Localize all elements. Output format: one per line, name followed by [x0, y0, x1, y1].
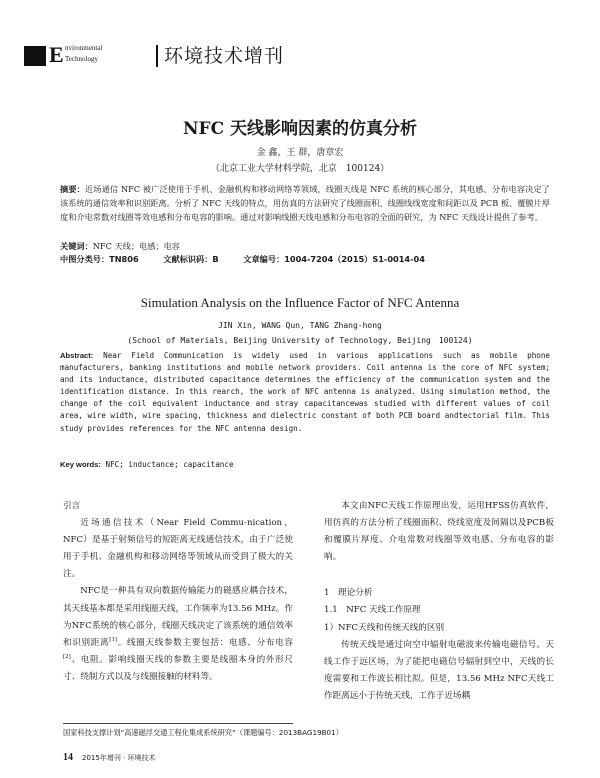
footnote-rule [63, 723, 293, 724]
right-paragraph-1: 本文由NFC天线工作原理出发，运用HFSS仿真软件，用仿真的方法分析了线圈面积、绕线宽度及间隔以及PCB板和覆膜片厚度、介电常数对线圈等效电感、分布电容的影响。 [324, 501, 554, 563]
document-code: 文献标识码：B [163, 254, 219, 264]
affiliation-en: (School of Materials, Beijing University of Technology, Beijing 100124) [127, 336, 473, 345]
section-1-heading: 1 理论分析 [324, 588, 373, 599]
keywords-cn-label: 关键词： [60, 241, 93, 251]
intro-heading: 引言 [63, 501, 81, 511]
keywords-cn [60, 239, 550, 253]
affiliation-cn: （北京工业大学材料学院，北京 100124） [210, 164, 390, 174]
body-column-left [63, 498, 293, 686]
journal-logo-block [24, 46, 46, 66]
intro-p2-part-b: 。线圈天线参数主要包括：电感、分布电容 [117, 637, 293, 648]
header-divider [156, 45, 158, 67]
intro-p2-part-a: NFC是一种具有双向数据传输能力的磁感应耦合技术，其天线基本都是采用线圈天线，工作频率为13.56 MHz。作为NFC系统的核心部分，线圈天线决定了该系统的通信效率和识别距离 [63, 586, 293, 648]
intro-p2-part-c: 、电阻。影响线圈天线的参数主要是线圈本身的外形尺寸、绕制方式以及与线圈接触的材料等。 [63, 654, 293, 682]
abstract-en-label: Abstract: [60, 351, 94, 360]
intro-paragraph-1: 近场通信技术（Near Field Commu-nication，NFC）是基于射频信号的短距离无线通信技术，由于广泛使用于手机、金融机构和移动网络等领域从而受到了极大的关注。 [63, 518, 293, 580]
paper-title-cn: NFC 天线影响因素的仿真分析 [182, 119, 418, 139]
abstract-en-text: Near Field Communication is widely used in various applications such as mobile phone manufacturers, banking institutions and mobile network providers. Coil antenna is the core of NFC system; and its inductance, distributed capacitance determines the efficiency of the communication system and the identification distance. In this rearch, the work of NFC antenna is analyzed. Using simulation method, the change of the coil equivalent inductance and stray capacitancewas studied with different values of coil area, wire width, wire spacing, thickness and dielectric constant of both PCB board andtectorial film. This study provides references for the NFC antenna design. [60, 351, 550, 433]
journal-logo-line2: Technology [65, 55, 98, 63]
citation-2: [2] [63, 653, 71, 660]
authors-en: JIN Xin, WANG Qun, TANG Zhang-hong [218, 321, 382, 330]
keywords-en-text: NFC; inductance; capacitance [105, 460, 234, 469]
intro-paragraph-2 [63, 583, 293, 686]
page-number: 14 [63, 752, 73, 763]
abstract-cn [60, 182, 550, 224]
section-1-1-heading: 1.1 NFC 天线工作原理 [324, 605, 421, 616]
journal-logo-line1: nvironmental [65, 44, 103, 52]
article-number: 文章编号：1004-7204（2015）S1-0014-04 [243, 254, 425, 264]
authors-cn: 金 鑫，王 群，唐章宏 [256, 148, 344, 158]
journal-title: 环境技术增刊 [164, 45, 285, 67]
right-paragraph-2: 传统天线是通过向空中辐射电磁波来传输电磁信号。天线工作于远区场，为了能把电磁信号辐射到空中，天线的长度需要和工作波长相比拟。但是，13.56 MHz NFC天线工作距离远小于传统天线，工作于近场耦 [324, 639, 554, 701]
journal-logo-letter: E [49, 42, 64, 67]
page-info: 2015年增刊 · 环境技术 [82, 754, 156, 762]
keywords-en-label: Key words: [60, 460, 101, 469]
abstract-en [60, 350, 550, 435]
classification-line [60, 253, 550, 265]
citation-1: [1] [109, 636, 118, 643]
paper-title-en: Simulation Analysis on the Influence Factor of NFC Antenna [140, 295, 460, 310]
keywords-en [60, 459, 550, 471]
section-1-1-1-heading: 1）NFC天线和传统天线的区别 [324, 622, 445, 633]
abstract-cn-text: 近场通信 NFC 被广泛使用于手机、金融机构和移动网络等领域，线圈天线是 NFC 系统的核心部分，其电感、分布电容决定了该系统的通信效率和识别距离。分析了 NFC 天线的特点，用仿真的方法研究了线圈面积、线圈线线宽度和间距以及 PCB 板、覆膜片厚度和介电常数对线圈等效电感和分布电容的影响。通过对影响线圈天线电感和分布电容的全面的研究，为 NFC 天线设计提供了参考。 [60, 184, 550, 222]
keywords-cn-text: NFC 天线；电感；电容 [92, 241, 180, 251]
abstract-cn-label: 摘要： [60, 184, 85, 194]
funding-footnote: 国家科技支撑计划“高速磁浮交通工程化集成系统研究”（课题编号：2013BAG19B01） [63, 728, 343, 737]
clc-code: 中图分类号：TN806 [60, 254, 139, 264]
body-column-right [324, 498, 554, 705]
